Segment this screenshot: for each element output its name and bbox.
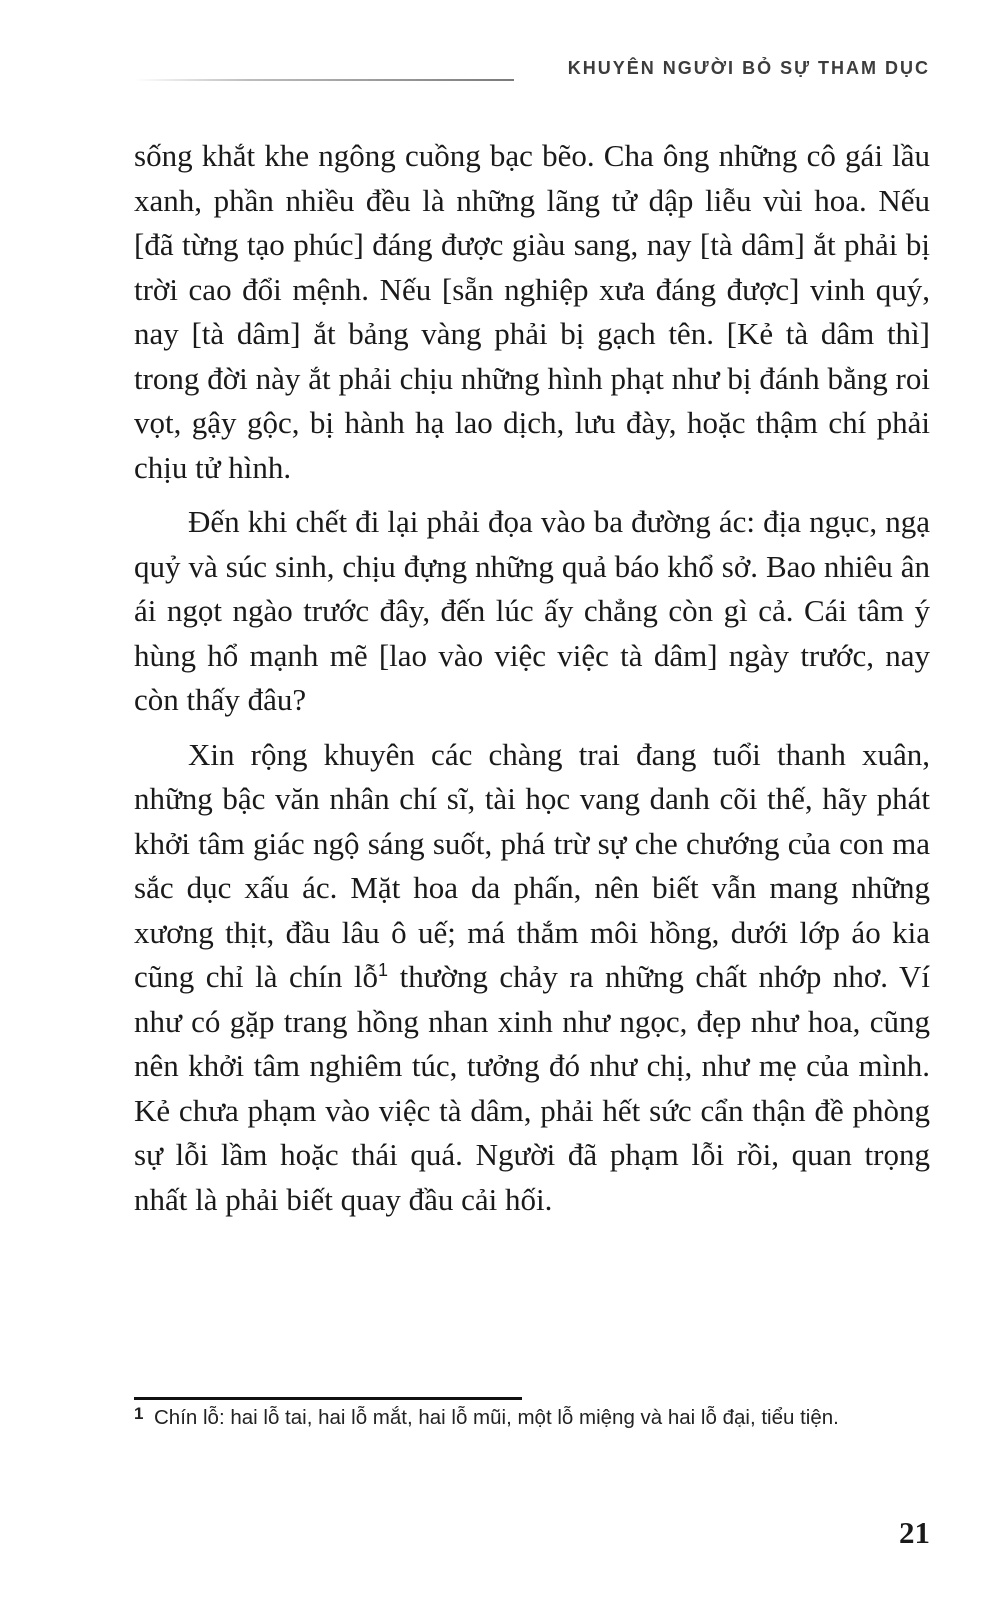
footnote <box>134 1402 930 1434</box>
paragraph-3 <box>134 733 930 1223</box>
header-rule <box>134 79 514 81</box>
footnote-reference[interactable]: 1 <box>378 960 389 980</box>
paragraph-3-part-2: thường chảy ra những chất nhớp nhơ. Ví như có gặp trang hồng nhan xinh như ngọc, đẹp như hoa, cũng nên khởi tâm nghiêm túc, tưởng đó như chị, như mẹ của mình. Kẻ chưa phạm vào việc tà dâm, phải hết sức cẩn thận đề phòng sự lỗi lầm hoặc thái quá. Người đã phạm lỗi rồi, quan trọng nhất là phải biết quay đầu cải hối. <box>134 959 930 1217</box>
body-text <box>134 134 930 1232</box>
paragraph-3-part-1: Xin rộng khuyên các chàng trai đang tuổi thanh xuân, những bậc văn nhân chí sĩ, tài học vang danh cõi thế, hãy phát khởi tâm giác ngộ sáng suốt, phá trừ sự che chướng của con ma sắc dục xấu ác. Mặt hoa da phấn, nên biết vẫn mang những xương thịt, đầu lâu ô uế; má thắm môi hồng, dưới lớp áo kia cũng chỉ là chín lỗ <box>134 736 930 994</box>
paragraph-1: sống khắt khe ngông cuồng bạc bẽo. Cha ông những cô gái lầu xanh, phần nhiều đều là những lãng tử dập liễu vùi hoa. Nếu [đã từng tạo phúc] đáng được giàu sang, nay [tà dâm] ắt phải bị trời cao đổi mệnh. Nếu [sẵn nghiệp xưa đáng được] vinh quý, nay [tà dâm] ắt bảng vàng phải bị gạch tên. [Kẻ tà dâm thì] trong đời này ắt phải chịu những hình phạt như bị đánh bằng roi vọt, gậy gộc, bị hành hạ lao dịch, lưu đày, hoặc thậm chí phải chịu tử hình. <box>134 138 930 485</box>
footnote-text: Chín lỗ: hai lỗ tai, hai lỗ mắt, hai lỗ mũi, một lỗ miệng và hai lỗ đại, tiểu tiện. <box>154 1406 839 1429</box>
running-header-title: KHUYÊN NGƯỜI BỎ SỰ THAM DỤC <box>567 58 930 78</box>
footnote-number: 1 <box>134 1404 144 1423</box>
paragraph-2: Đến khi chết đi lại phải đọa vào ba đường ác: địa ngục, ngạ quỷ và súc sinh, chịu đựng những quả báo khổ sở. Bao nhiêu ân ái ngọt ngào trước đây, đến lúc ấy chẳng còn gì cả. Cái tâm ý hùng hổ mạnh mẽ [lao vào việc việc tà dâm] ngày trước, nay còn thấy đâu? <box>134 504 930 717</box>
page-number: 21 <box>899 1515 930 1550</box>
running-header <box>134 58 930 82</box>
footnote-separator <box>134 1397 522 1400</box>
